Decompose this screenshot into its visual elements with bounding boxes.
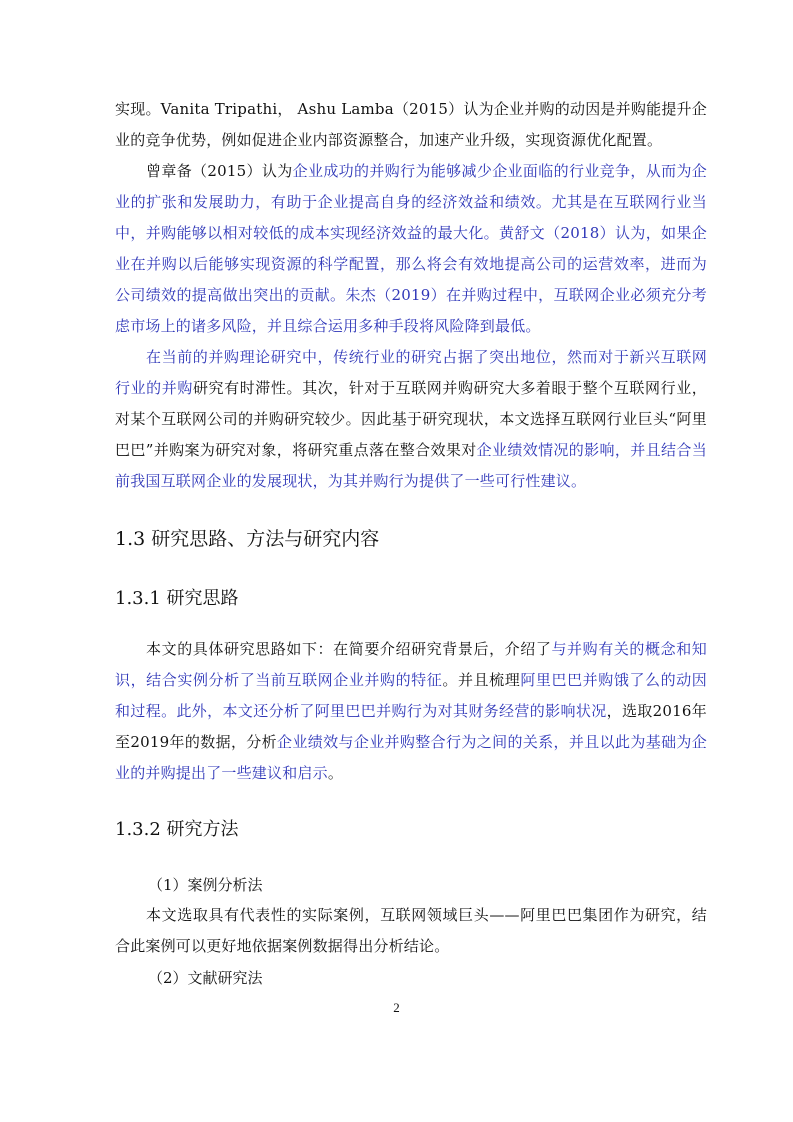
- section-heading-1-3: 1.3 研究思路、方法与研究内容: [115, 528, 380, 550]
- paragraph-4-text-a: 本文的具体研究思路如下：在简要介绍研究背景后，介绍了: [146, 640, 552, 658]
- paragraph-5: [115, 900, 707, 962]
- paragraph-4-text-g: 。: [327, 764, 344, 782]
- page-number: 2: [393, 1000, 400, 1015]
- paragraph-2-text-a: 曾章备（2015）认为: [146, 162, 293, 180]
- paragraph-2: [115, 156, 707, 342]
- method-item-2: （2）文献研究法: [148, 969, 263, 987]
- paragraph-2-highlight: 企业成功的并购行为能够减少企业面临的行业竞争，从而为企业的扩张和发展助力，有助于企业提高自身的经济效益和绩效。尤其是在互联网行业当中，并购能够以相对较低的成本实现经济效益的最大化。黄舒文（2018）认为，如果企业在并购以后能够实现资源的科学配置，那么将会有效地提高公司的运营效率，进而为公司绩效的提高做出突出的贡献。朱杰（2019）在并购过程中，互联网企业必须充分考虑市场上的诸多风险，并且综合运用多种手段将风险降到最低。: [115, 162, 708, 335]
- paragraph-5-text: 本文选取具有代表性的实际案例，互联网领域巨头——阿里巴巴集团作为研究，结合此案例可以更好地依据案例数据得出分析结论。: [115, 906, 707, 955]
- paragraph-4-highlight-d: 阿里巴巴并购饿了么的动因和过程。此外，本文还分析了阿里巴巴并购行为对其财务经营的影响状况: [115, 671, 708, 720]
- paragraph-3-text: 研究有时滞性。其次，针对于互联网并购研究大多着眼于整个互联网行业，对某个互联网公司的并购研究较少。因此基于研究现状，本文选择互联网行业巨头“阿里巴巴”并购案为研究对象，将研究重点落在整合效果对: [115, 379, 707, 459]
- paragraph-1-text: 实现。Vanita Tripathi， Ashu Lamba（2015）认为企业并购的动因是并购能提升企业的竞争优势，例如促进企业内部资源整合，加速产业升级，实现资源优化配置。: [115, 100, 707, 149]
- method-item-1: （1）案例分析法: [148, 876, 263, 894]
- paragraph-3-highlight-c: 企业绩效情况的影响，并且结合当前我国互联网企业的发展现状，为其并购行为提供了一些可行性建议。: [115, 441, 707, 490]
- subsection-heading-1-3-2: 1.3.2 研究方法: [115, 819, 239, 840]
- paragraph-4: [115, 634, 707, 789]
- paragraph-4-highlight-f: 企业绩效与企业并购整合行为之间的关系，并且以此为基础为企业的并购提出了一些建议和启示: [115, 733, 707, 782]
- paragraph-4-highlight-b: 与并购有关的概念和知识，结合实例分析了当前互联网企业并购的特征: [115, 640, 707, 689]
- subsection-heading-1-3-1: 1.3.1 研究思路: [115, 588, 239, 609]
- paragraph-3: [115, 342, 707, 497]
- paragraph-3-highlight-a: 在当前的并购理论研究中，传统行业的研究占据了突出地位，然而对于新兴互联网行业的并购: [115, 348, 707, 397]
- paragraph-1: [115, 94, 707, 156]
- paragraph-4-text-e: ，选取2016年至2019年的数据，分析: [115, 702, 707, 751]
- paragraph-4-text-c: 。并且梳理: [442, 671, 521, 689]
